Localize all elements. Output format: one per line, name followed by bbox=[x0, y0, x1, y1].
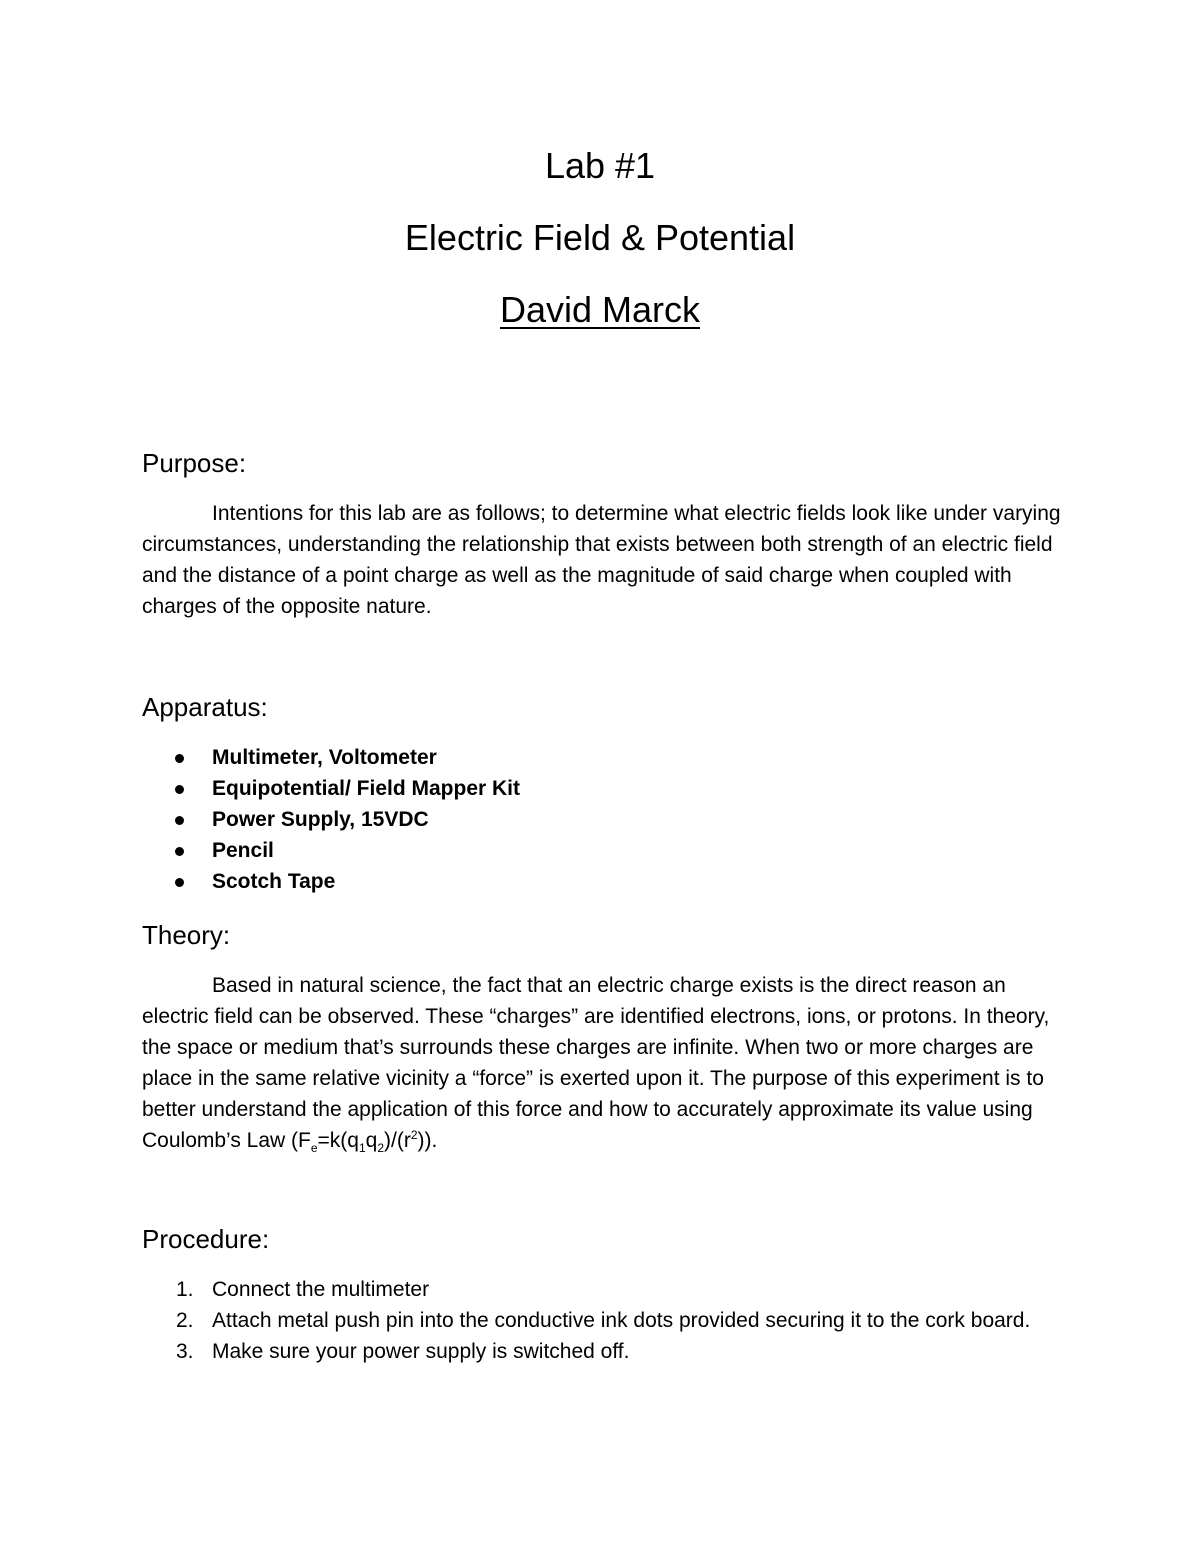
bullet-icon bbox=[175, 785, 184, 794]
apparatus-item-label: Equipotential/ Field Mapper Kit bbox=[212, 777, 521, 800]
title-block bbox=[0, 145, 1200, 330]
apparatus-item-label: Multimeter, Voltometer bbox=[212, 746, 437, 769]
theory-paragraph bbox=[142, 970, 1072, 1156]
step-number: 1. bbox=[176, 1278, 194, 1301]
purpose-text: Intentions for this lab are as follows; to determine what electric fields look like under varying circumstances, understanding the relationship that exists between both strength of an electric field and the distance of a point charge as well as the magnitude of said charge when coupled with charges of the opposite nature. bbox=[142, 502, 1061, 618]
theory-text: Based in natural science, the fact that an electric charge exists is the direct reason an electric field can be observed. These “charges” are identified electrons, ions, or protons. In theory, the space or medium that’s surrounds these charges are infinite. When two or more charges are place in the same relative vicinity a “force” is exerted upon it. The purpose of this experiment is to better understand the application of this force and how to accurately approximate its value using Coulomb’s Law ( bbox=[142, 974, 1050, 1152]
list-item bbox=[142, 1305, 1042, 1336]
apparatus-item-label: Scotch Tape bbox=[212, 870, 336, 893]
list-item bbox=[142, 773, 520, 804]
list-item bbox=[142, 804, 520, 835]
procedure-heading: Procedure: bbox=[142, 1224, 270, 1254]
coulomb-formula: $F_e=k(q_1q_2)/(r^2)$). bbox=[298, 1128, 438, 1156]
author-name: David Marck bbox=[499, 289, 701, 330]
lab-number-title: Lab #1 bbox=[544, 145, 656, 186]
bullet-icon bbox=[175, 878, 184, 887]
apparatus-item-label: Pencil bbox=[212, 839, 274, 862]
bullet-icon bbox=[175, 816, 184, 825]
theory-heading: Theory: bbox=[142, 920, 231, 950]
step-text: Make sure your power supply is switched off. bbox=[212, 1340, 630, 1363]
purpose-heading: Purpose: bbox=[142, 448, 247, 478]
list-item bbox=[142, 866, 520, 897]
step-text: Connect the multimeter bbox=[212, 1278, 430, 1301]
apparatus-heading: Apparatus: bbox=[142, 692, 268, 722]
list-item bbox=[142, 835, 520, 866]
step-number: 2. bbox=[176, 1309, 194, 1332]
lab-topic-title: Electric Field & Potential bbox=[404, 217, 796, 258]
step-number: 3. bbox=[176, 1340, 194, 1363]
list-item bbox=[142, 742, 520, 773]
bullet-icon bbox=[175, 754, 184, 763]
purpose-paragraph bbox=[142, 498, 1072, 622]
bullet-icon bbox=[175, 847, 184, 856]
list-item bbox=[142, 1274, 1042, 1305]
apparatus-item-label: Power Supply, 15VDC bbox=[212, 808, 429, 831]
apparatus-list bbox=[142, 742, 520, 897]
list-item bbox=[142, 1336, 1042, 1367]
step-text: Attach metal push pin into the conductive ink dots provided securing it to the cork board. bbox=[212, 1309, 1031, 1332]
procedure-list bbox=[142, 1274, 1042, 1367]
